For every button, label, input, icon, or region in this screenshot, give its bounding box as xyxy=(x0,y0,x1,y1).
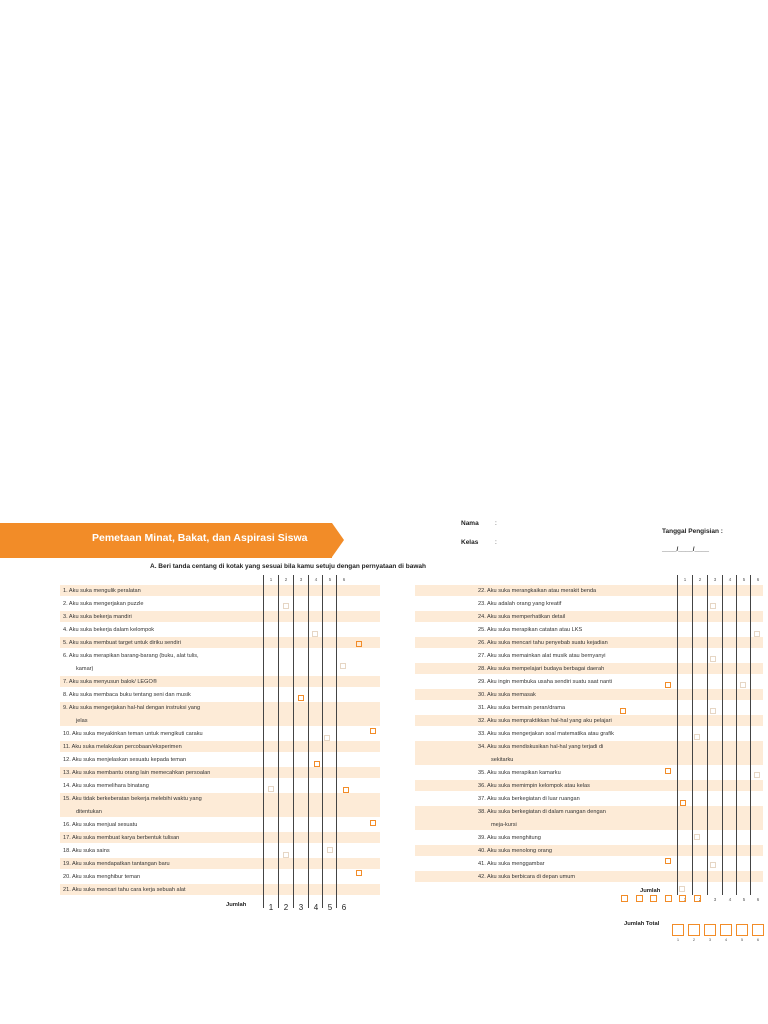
answer-checkbox[interactable] xyxy=(754,631,760,637)
statement-text: 31. Aku suka bermain peran/drama xyxy=(478,705,566,711)
statement-text: 3. Aku suka bekerja mandiri xyxy=(63,614,132,620)
column-number: 4 xyxy=(728,577,732,582)
statement-text: 11. Aku suka melakukan percobaan/eksperimen xyxy=(63,744,182,750)
statement-text: 41. Aku suka menggambar xyxy=(478,861,545,867)
statement-text: 36. Aku suka memimpin kelompok atau kelas xyxy=(478,783,590,789)
column-number: 3 xyxy=(299,577,303,582)
statement-text: 40. Aku suka menolong orang xyxy=(478,848,553,854)
jumlah-column-number: 6 xyxy=(756,897,760,902)
jumlah-total-box[interactable] xyxy=(672,924,684,936)
statement-text-cont: sekitarku xyxy=(491,757,514,763)
statement-text: 22. Aku suka merangkaikan atau merakit benda xyxy=(478,588,597,594)
statement-text: 10. Aku suka meyakinkan teman untuk mengikuti caraku xyxy=(63,731,203,737)
statement-text: 12. Aku suka menjelaskan sesuatu kepada teman xyxy=(63,757,187,763)
column-number: 1 xyxy=(683,577,687,582)
answer-checkbox[interactable] xyxy=(694,734,700,740)
section-a-instruction: A. Beri tanda centang di kotak yang sesuai bila kamu setuju dengan pernyataan di bawah xyxy=(150,563,426,570)
statement-text: 30. Aku suka memasak xyxy=(478,692,536,698)
kelas-label: Kelas xyxy=(461,539,479,546)
column-divider xyxy=(736,575,737,895)
statement-text: 24. Aku suka memperhatikan detail xyxy=(478,614,566,620)
statement-text: 21. Aku suka mencari tahu cara kerja sebuah alat xyxy=(63,887,186,893)
jumlah-total-box[interactable] xyxy=(688,924,700,936)
answer-checkbox[interactable] xyxy=(340,663,346,669)
column-number: 4 xyxy=(314,577,318,582)
answer-checkbox[interactable] xyxy=(710,862,716,868)
tanggal-blank: ____/____/____ xyxy=(662,546,709,553)
statement-text: 29. Aku ingin membuka usaha sendiri suatu saat nanti xyxy=(478,679,613,685)
statement-text: 15. Aku tidak berkeberatan bekerja melebihi waktu yang xyxy=(63,796,202,802)
statement-text: 13. Aku suka membantu orang lain memecahkan persoalan xyxy=(63,770,211,776)
nama-colon: : xyxy=(495,520,497,527)
page-title: Pemetaan Minat, Bakat, dan Aspirasi Siswa xyxy=(92,532,308,544)
jumlah-box[interactable] xyxy=(636,895,643,902)
jumlah-column-number: 2 xyxy=(283,903,289,912)
statement-text-cont: ditentukan xyxy=(76,809,102,815)
jumlah-box[interactable] xyxy=(650,895,657,902)
statement-text: 37. Aku suka berkegiatan di luar ruangan xyxy=(478,796,580,802)
answer-checkbox[interactable] xyxy=(710,656,716,662)
jumlah-box[interactable] xyxy=(621,895,628,902)
right-jumlah-label: Jumlah xyxy=(640,888,661,894)
column-number: 2 xyxy=(284,577,288,582)
jumlah-column-number: 5 xyxy=(327,903,333,912)
tanggal-label: Tanggal Pengisian : xyxy=(662,528,723,535)
statement-text: 38. Aku suka berkegiatan di dalam ruangan dengan xyxy=(478,809,606,815)
statement-text: 39. Aku suka menghitung xyxy=(478,835,541,841)
statement-text-cont: jelas xyxy=(76,718,88,724)
jumlah-column-number: 1 xyxy=(683,897,687,902)
answer-checkbox[interactable] xyxy=(356,641,362,647)
row-background xyxy=(415,871,763,882)
statement-text-cont: kamar) xyxy=(76,666,94,672)
jumlah-column-number: 2 xyxy=(698,897,702,902)
column-divider xyxy=(308,575,309,908)
jumlah-box[interactable] xyxy=(694,895,701,902)
statement-text: 8. Aku suka membaca buku tentang seni dan musik xyxy=(63,692,191,698)
jumlah-total-box[interactable] xyxy=(736,924,748,936)
answer-checkbox[interactable] xyxy=(324,735,330,741)
answer-checkbox[interactable] xyxy=(680,800,686,806)
statement-text: 14. Aku suka memelihara binatang xyxy=(63,783,149,789)
answer-checkbox[interactable] xyxy=(370,820,376,826)
row-background xyxy=(415,611,763,622)
statement-text: 32. Aku suka mempraktikkan hal-hal yang aku pelajari xyxy=(478,718,612,724)
jumlah-total-label: Jumlah Total xyxy=(624,921,660,927)
statement-text: 35. Aku suka merapikan kamarku xyxy=(478,770,561,776)
jumlah-box[interactable] xyxy=(665,895,672,902)
jumlah-total-box[interactable] xyxy=(720,924,732,936)
title-banner-tip xyxy=(332,523,344,557)
answer-checkbox[interactable] xyxy=(370,728,376,734)
statement-text: 16. Aku suka menjual sesuatu xyxy=(63,822,138,828)
answer-checkbox[interactable] xyxy=(710,603,716,609)
statement-text: 26. Aku suka mencari tahu penyebab suatu kejadian xyxy=(478,640,608,646)
column-divider xyxy=(677,575,678,895)
answer-checkbox[interactable] xyxy=(312,631,318,637)
statement-text: 34. Aku suka mendiskusikan hal-hal yang terjadi di xyxy=(478,744,604,750)
column-number: 2 xyxy=(698,577,702,582)
statement-text: 33. Aku suka mengerjakan soal matematika atau grafik xyxy=(478,731,614,737)
jumlah-column-number: 1 xyxy=(268,903,274,912)
answer-checkbox[interactable] xyxy=(327,847,333,853)
jumlah-total-number: 6 xyxy=(756,937,760,942)
answer-checkbox[interactable] xyxy=(283,852,289,858)
statement-text: 5. Aku suka membuat target untuk diriku sendiri xyxy=(63,640,181,646)
jumlah-total-number: 3 xyxy=(708,937,712,942)
jumlah-column-number: 3 xyxy=(298,903,304,912)
row-background xyxy=(415,845,763,856)
column-divider xyxy=(263,575,264,908)
statement-text: 1. Aku suka mengulik peralatan xyxy=(63,588,141,594)
column-divider xyxy=(336,575,337,908)
column-number: 6 xyxy=(342,577,346,582)
answer-checkbox[interactable] xyxy=(283,603,289,609)
answer-checkbox[interactable] xyxy=(740,682,746,688)
column-divider xyxy=(722,575,723,895)
jumlah-column-number: 6 xyxy=(341,903,347,912)
answer-checkbox[interactable] xyxy=(679,886,685,892)
statement-text: 18. Aku suka sains xyxy=(63,848,110,854)
jumlah-column-number: 4 xyxy=(313,903,319,912)
statement-text: 28. Aku suka mempelajari budaya berbagai daerah xyxy=(478,666,605,672)
statement-text: 4. Aku suka bekerja dalam kelompok xyxy=(63,627,155,633)
answer-checkbox[interactable] xyxy=(694,834,700,840)
column-number: 5 xyxy=(328,577,332,582)
statement-text: 17. Aku suka membuat karya berbentuk tulisan xyxy=(63,835,180,841)
left-jumlah-label: Jumlah xyxy=(226,902,247,908)
statement-text: 20. Aku suka menghibur teman xyxy=(63,874,141,880)
jumlah-total-number: 2 xyxy=(692,937,696,942)
column-divider xyxy=(750,575,751,895)
column-number: 6 xyxy=(756,577,760,582)
statement-text: 23. Aku adalah orang yang kreatif xyxy=(478,601,562,607)
answer-checkbox[interactable] xyxy=(665,768,671,774)
answer-checkbox[interactable] xyxy=(314,761,320,767)
answer-checkbox[interactable] xyxy=(298,695,304,701)
column-divider xyxy=(692,575,693,895)
jumlah-total-number: 1 xyxy=(676,937,680,942)
answer-checkbox[interactable] xyxy=(356,870,362,876)
answer-checkbox[interactable] xyxy=(620,708,626,714)
statement-text-cont: meja-kursi xyxy=(491,822,517,828)
statement-text: 9. Aku suka mengerjakan hal-hal dengan instruksi yang xyxy=(63,705,201,711)
answer-checkbox[interactable] xyxy=(665,858,671,864)
nama-label: Nama xyxy=(461,520,479,527)
jumlah-column-number: 5 xyxy=(742,897,746,902)
answer-checkbox[interactable] xyxy=(268,786,274,792)
statement-text: 7. Aku suka menyusun balok/ LEGO® xyxy=(63,679,157,685)
statement-text: 25. Aku suka merapikan catatan atau LKS xyxy=(478,627,583,633)
column-divider xyxy=(707,575,708,895)
statement-text: 42. Aku suka berbicara di depan umum xyxy=(478,874,576,880)
answer-checkbox[interactable] xyxy=(665,682,671,688)
statement-text: 6. Aku suka merapikan barang-barang (buku, alat tulis, xyxy=(63,653,199,659)
column-number: 5 xyxy=(742,577,746,582)
answer-checkbox[interactable] xyxy=(710,708,716,714)
column-divider xyxy=(278,575,279,908)
column-divider xyxy=(293,575,294,908)
jumlah-total-box[interactable] xyxy=(704,924,716,936)
jumlah-column-number: 3 xyxy=(713,897,717,902)
jumlah-total-number: 4 xyxy=(724,937,728,942)
jumlah-total-box[interactable] xyxy=(752,924,764,936)
jumlah-column-number: 4 xyxy=(728,897,732,902)
column-number: 3 xyxy=(713,577,717,582)
column-number: 1 xyxy=(269,577,273,582)
jumlah-total-number: 5 xyxy=(740,937,744,942)
row-background xyxy=(415,689,763,700)
statement-text: 2. Aku suka mengerjakan puzzle xyxy=(63,601,144,607)
jumlah-box[interactable] xyxy=(679,895,686,902)
kelas-colon: : xyxy=(495,539,497,546)
answer-checkbox[interactable] xyxy=(343,787,349,793)
statement-text: 19. Aku suka mendapatkan tantangan baru xyxy=(63,861,170,867)
statement-text: 27. Aku suka memainkan alat musik atau bernyanyi xyxy=(478,653,606,659)
column-divider xyxy=(322,575,323,908)
answer-checkbox[interactable] xyxy=(754,772,760,778)
